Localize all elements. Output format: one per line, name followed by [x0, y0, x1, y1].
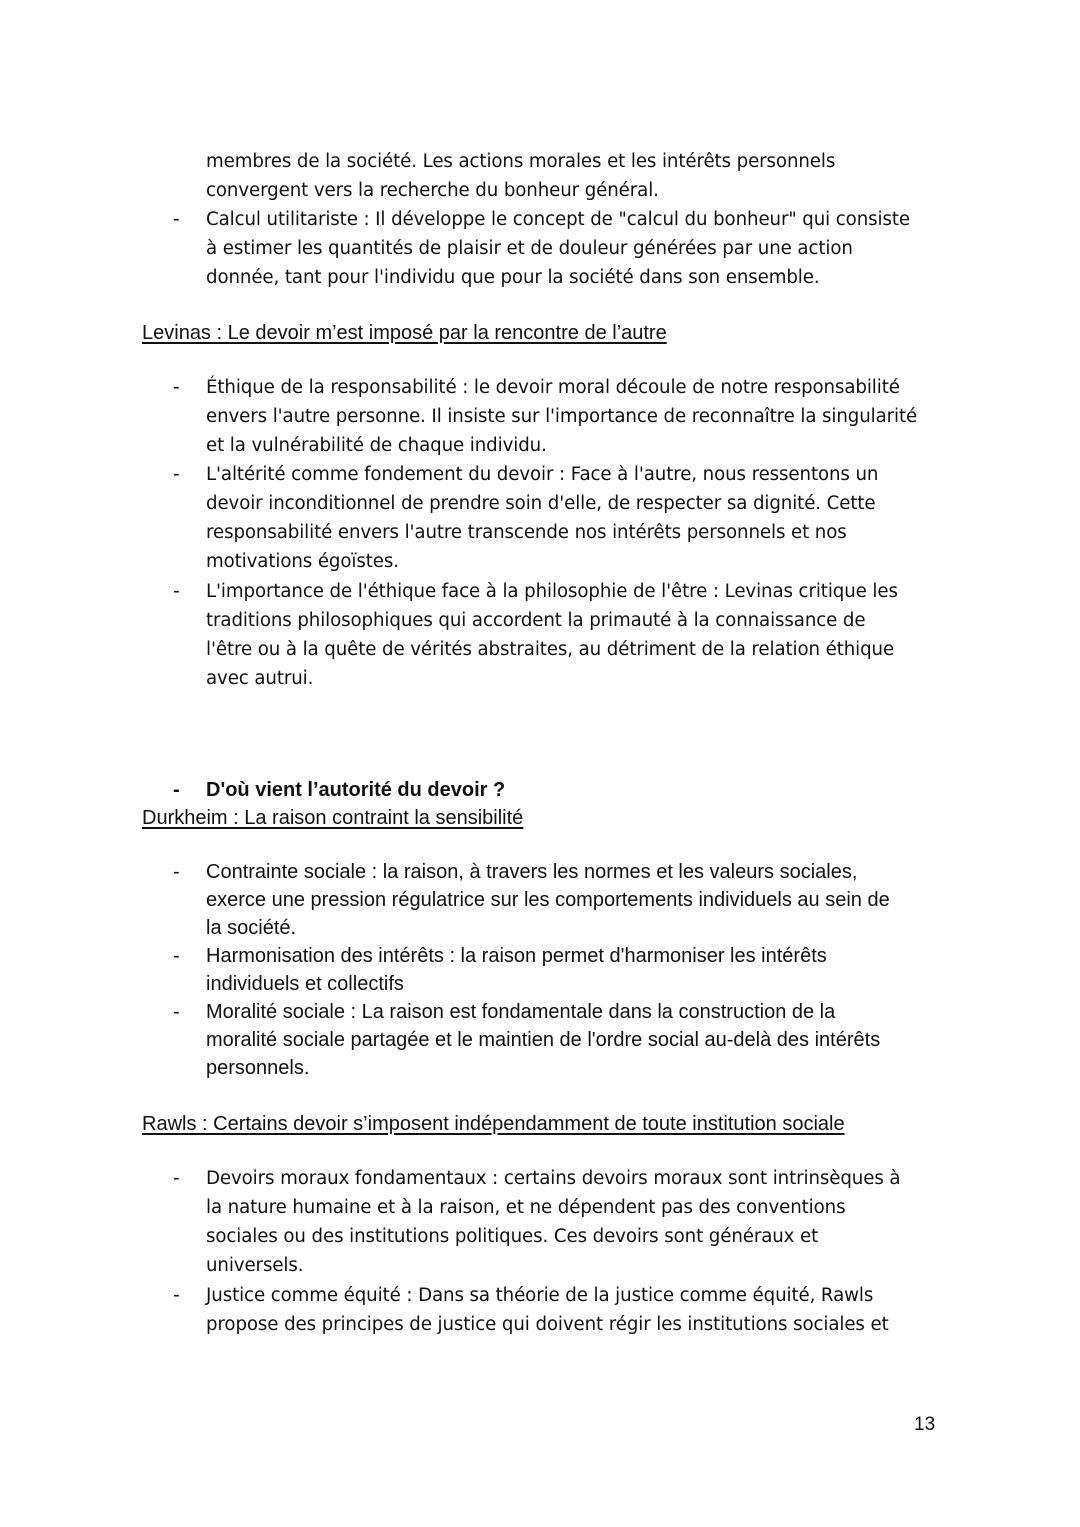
levinas-bullet-line: responsabilité envers l'autre transcende nos intérêts personnels et nos: [206, 522, 847, 543]
durkheim-bullet-line: personnels.: [206, 1057, 310, 1079]
bullet-dash: -: [173, 463, 180, 485]
durkheim-bullet-line: individuels et collectifs: [206, 973, 404, 995]
bullet-dash: -: [173, 1001, 180, 1023]
durkheim-bullet-line: moralité sociale partagée et le maintien de l'ordre social au-delà des intérêts: [206, 1029, 881, 1051]
durkheim-bullet-line: la société.: [206, 917, 297, 939]
page-number: 13: [914, 1414, 936, 1435]
bullet-calcul-line: à estimer les quantités de plaisir et de douleur générées par une action: [206, 238, 853, 259]
bullet-dash: -: [173, 1167, 180, 1189]
levinas-bullet-line: envers l'autre personne. Il insiste sur l'importance de reconnaître la singularité: [206, 406, 918, 427]
section-heading-levinas: Levinas : Le devoir m’est imposé par la rencontre de l’autre: [142, 322, 667, 344]
rawls-bullet-line: propose des principes de justice qui doivent régir les institutions sociales et: [206, 1314, 889, 1335]
bullet-calcul-line: Calcul utilitariste : Il développe le concept de "calcul du bonheur" qui consiste: [206, 209, 910, 230]
bullet-dash: -: [173, 208, 180, 230]
bullet-dash: -: [173, 1284, 180, 1306]
paragraph-line: convergent vers la recherche du bonheur général.: [206, 180, 659, 201]
paragraph-line: membres de la société. Les actions morales et les intérêts personnels: [206, 151, 836, 172]
rawls-bullet-line: universels.: [206, 1255, 304, 1276]
bullet-dash: -: [173, 779, 180, 801]
rawls-bullet-line: Devoirs moraux fondamentaux : certains devoirs moraux sont intrinsèques à: [206, 1168, 901, 1189]
bullet-dash: -: [173, 580, 180, 602]
bullet-dash: -: [173, 945, 180, 967]
levinas-bullet-line: L'altérité comme fondement du devoir : Face à l'autre, nous ressentons un: [206, 464, 879, 485]
levinas-bullet-line: devoir inconditionnel de prendre soin d'elle, de respecter sa dignité. Cette: [206, 493, 876, 514]
levinas-bullet-line: et la vulnérabilité de chaque individu.: [206, 435, 547, 456]
durkheim-bullet-line: exerce une pression régulatrice sur les comportements individuels au sein de: [206, 889, 890, 911]
rawls-bullet-line: Justice comme équité : Dans sa théorie de la justice comme équité, Rawls: [206, 1285, 874, 1306]
bullet-dash: -: [173, 861, 180, 883]
bullet-calcul-line: donnée, tant pour l'individu que pour la société dans son ensemble.: [206, 267, 820, 288]
section-question: D'où vient l’autorité du devoir ?: [206, 779, 506, 801]
section-heading-rawls: Rawls : Certains devoir s’imposent indépendamment de toute institution sociale: [142, 1113, 845, 1135]
bullet-dash: -: [173, 376, 180, 398]
section-heading-durkheim: Durkheim : La raison contraint la sensibilité: [142, 807, 524, 829]
durkheim-bullet-line: Harmonisation des intérêts : la raison permet d'harmoniser les intérêts: [206, 945, 827, 967]
durkheim-bullet-line: Moralité sociale : La raison est fondamentale dans la construction de la: [206, 1001, 836, 1023]
levinas-bullet-line: traditions philosophiques qui accordent la primauté à la connaissance de: [206, 610, 866, 631]
levinas-bullet-line: L'importance de l'éthique face à la philosophie de l'être : Levinas critique les: [206, 581, 898, 602]
rawls-bullet-line: sociales ou des institutions politiques. Ces devoirs sont généraux et: [206, 1226, 819, 1247]
levinas-bullet-line: Éthique de la responsabilité : le devoir moral découle de notre responsabilité: [206, 377, 900, 398]
levinas-bullet-line: motivations égoïstes.: [206, 551, 399, 572]
durkheim-bullet-line: Contrainte sociale : la raison, à travers les normes et les valeurs sociales,: [206, 861, 858, 883]
levinas-bullet-line: avec autrui.: [206, 668, 314, 689]
levinas-bullet-line: l'être ou à la quête de vérités abstraites, au détriment de la relation éthique: [206, 639, 895, 660]
rawls-bullet-line: la nature humaine et à la raison, et ne dépendent pas des conventions: [206, 1197, 846, 1218]
